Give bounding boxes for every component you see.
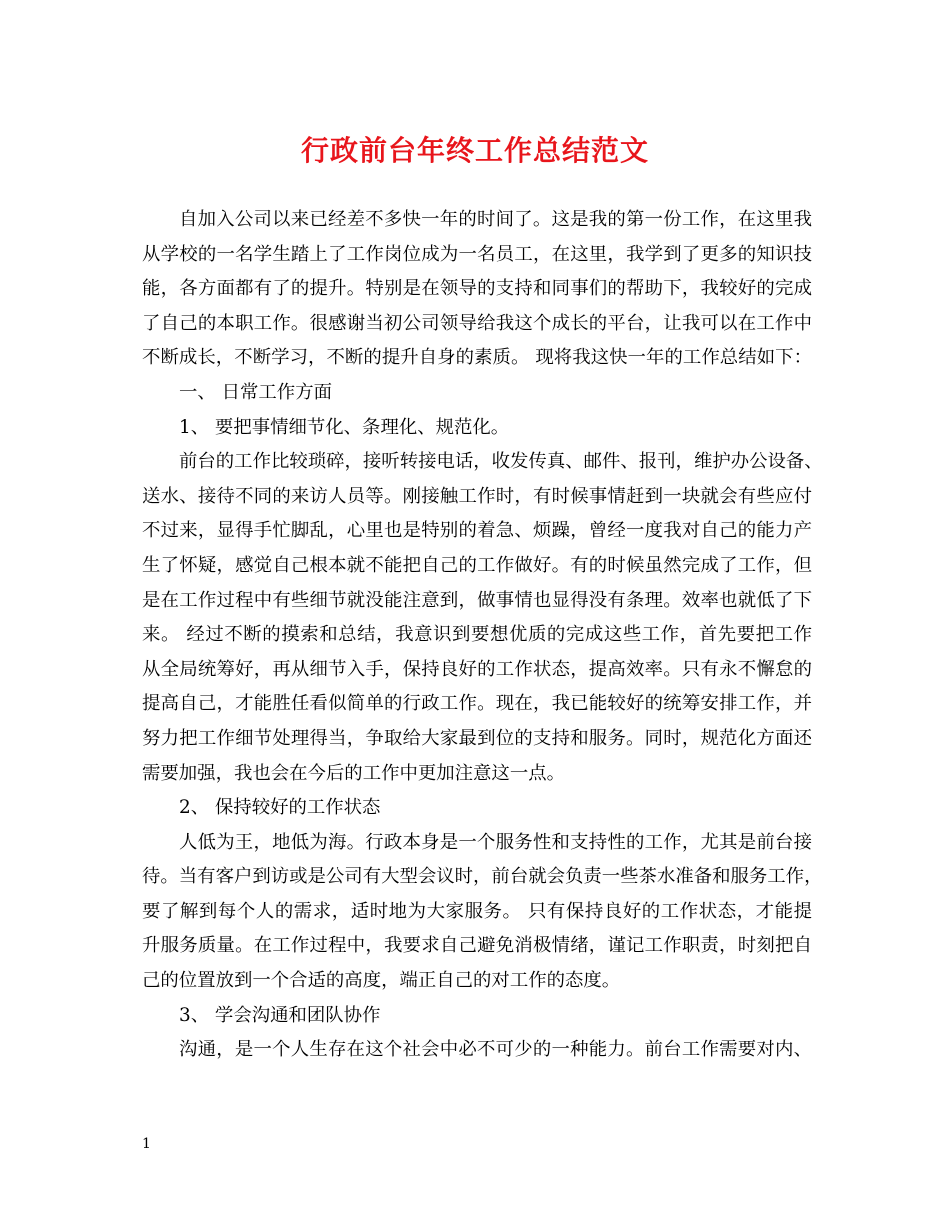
text-line: 前台的工作比较琐碎，接听转接电话，收发传真、邮件、报刊，维护办公设备、 <box>179 451 823 473</box>
text-line: 提高自己，才能胜任看似简单的行政工作。现在，我已能较好的统筹安排工作，并 <box>142 693 812 715</box>
document-title: 行政前台年终工作总结范文 <box>300 134 649 167</box>
text-line: 从全局统筹好，再从细节入手，保持良好的工作状态，提高效率。只有永不懈怠的 <box>142 658 812 680</box>
text-line: 要了解到每个人的需求，适时地为大家服务。 只有保持良好的工作状态，才能提 <box>142 900 812 922</box>
text-line: 己的位置放到一个合适的高度，端正自己的对工作的态度。 <box>142 970 621 992</box>
text-line: 能，各方面都有了的提升。特别是在领导的支持和同事们的帮助下，我较好的完成 <box>142 278 812 300</box>
text-line: 人低为王，地低为海。行政本身是一个服务性和支持性的工作，尤其是前台接 <box>179 831 812 853</box>
text-line: 升服务质量。在工作过程中，我要求自己避免消极情绪，谨记工作职责，时刻把自 <box>142 935 812 957</box>
text-line: 一、 日常工作方面 <box>179 381 332 403</box>
text-line: 不断成长，不断学习，不断的提升自身的素质。 现将我这快一年的工作总结如下： <box>142 347 812 369</box>
text-line: 自加入公司以来已经差不多快一年的时间了。这是我的第一份工作，在这里我 <box>179 209 812 230</box>
text-line: 来。 经过不断的摸索和总结，我意识到要想优质的完成这些工作，首先要把工作 <box>142 624 812 646</box>
text-line: 努力把工作细节处理得当，争取给大家最到位的支持和服务。同时，规范化方面还 <box>142 727 812 749</box>
text-line: 不过来，显得手忙脚乱，心里也是特别的着急、烦躁，曾经一度我对自己的能力产 <box>142 520 812 542</box>
page-number: 1 <box>142 1136 151 1152</box>
text-line: 3、 学会沟通和团队协作 <box>179 1004 381 1026</box>
text-line: 沟通，是一个人生存在这个社会中必不可少的一种能力。前台工作需要对内、 <box>179 1039 812 1061</box>
text-line: 1、 要把事情细节化、条理化、规范化。 <box>179 416 510 438</box>
text-line: 待。当有客户到访或是公司有大型会议时，前台就会负责一些茶水准备和服务工作， <box>142 866 823 888</box>
text-line: 需要加强，我也会在今后的工作中更加注意这一点。 <box>142 762 565 784</box>
text-line: 2、 保持较好的工作状态 <box>179 797 381 819</box>
text-line: 生了怀疑，感觉自己根本就不能把自己的工作做好。有的时候虽然完成了工作，但 <box>142 554 812 576</box>
document-body <box>142 203 823 1068</box>
text-line: 从学校的一名学生踏上了工作岗位成为一名员工，在这里，我学到了更多的知识技 <box>142 243 812 265</box>
text-line: 送水、接待不同的来访人员等。刚接触工作时，有时候事情赶到一块就会有些应付 <box>142 485 812 507</box>
text-line: 是在工作过程中有些细节就没能注意到，做事情也显得没有条理。效率也就低了下 <box>142 589 812 611</box>
text-line: 了自己的本职工作。很感谢当初公司领导给我这个成长的平台，让我可以在工作中 <box>142 312 812 334</box>
